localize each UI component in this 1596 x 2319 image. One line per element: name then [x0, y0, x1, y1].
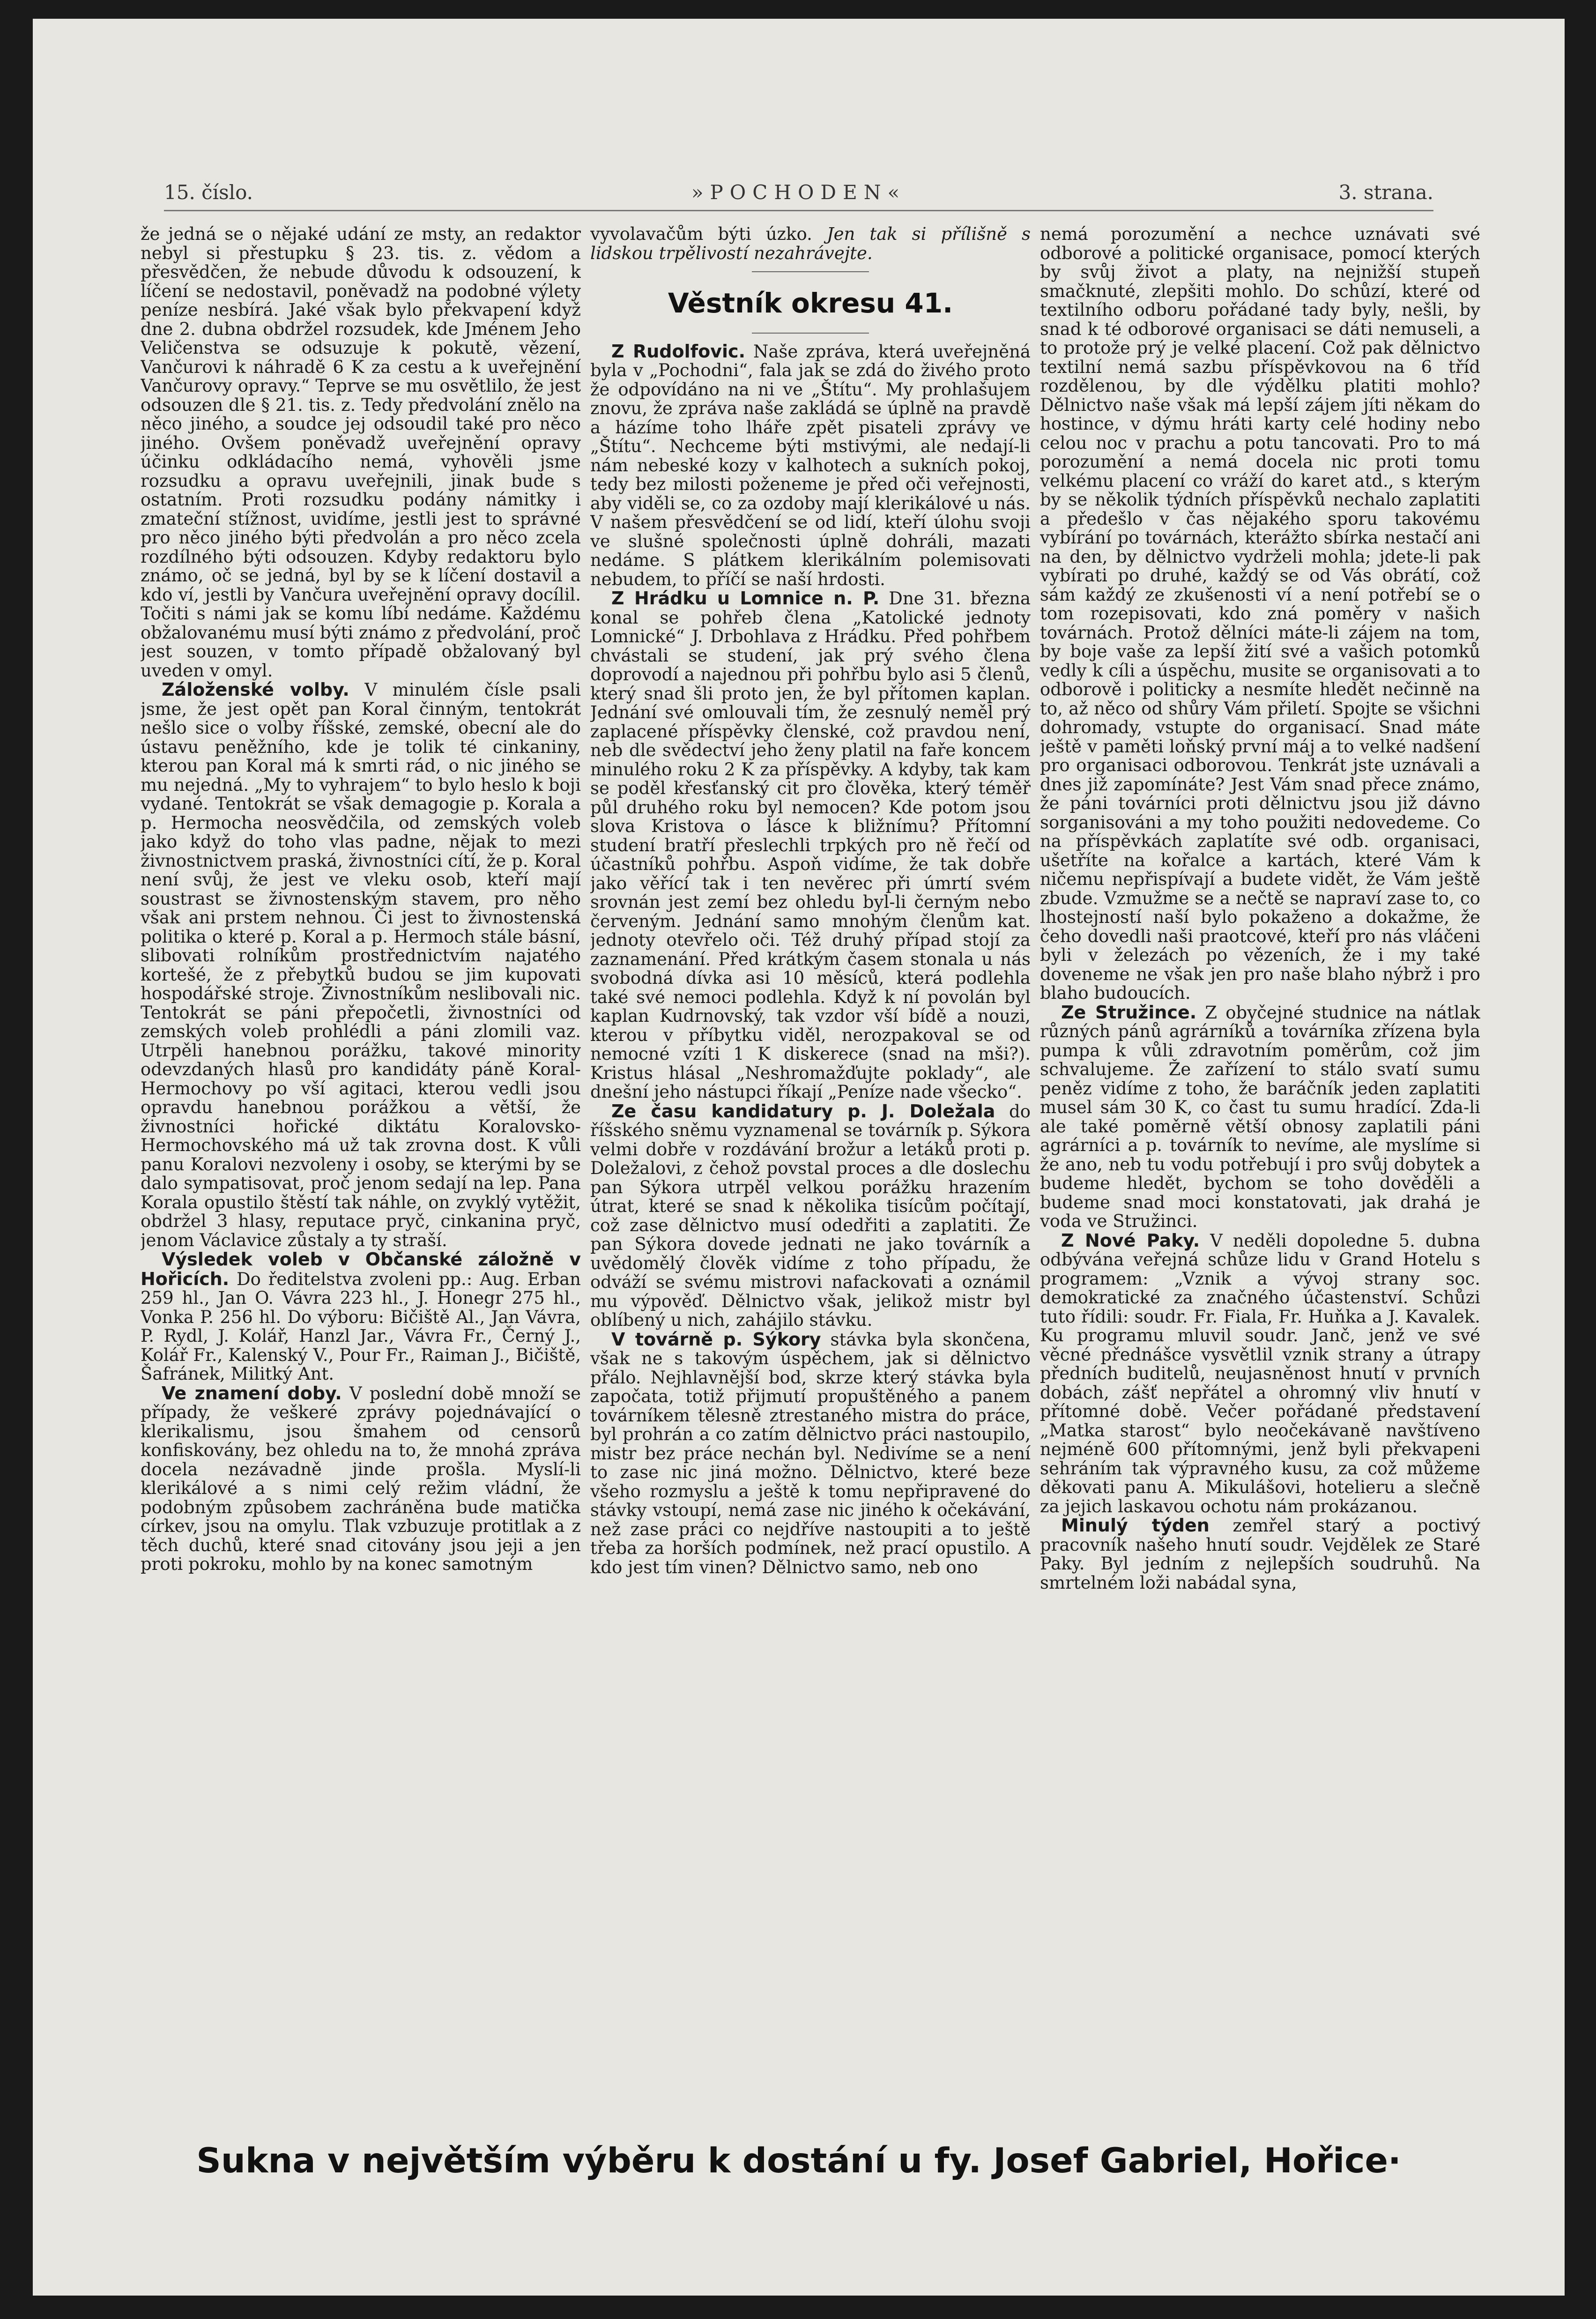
article-continuation: že jedná se o nějaké udání ze msty, an redaktor nebyl si přestupku § 23. tis. z. vědom a přesvědčen, že nebude důvodu k odsouzení, k líčení se nedostavil, poněvadž na podobné výlety peníze nesbírá. Jaké však bylo překvapení když dne 2. dubna obdržel rozsudek, kde Jménem Jeho Veličenstva se odsuzuje k pokutě, vězení, Vančurovi k náhradě 6 K za cestu a k uveřejnění Vančurovy opravy.“ Teprve se mu osvětlilo, že jest odsouzen dle § 21. tis. z. Tedy předvolání znělo na něco jiného, a soudce jej odsoudil také pro něco jiného. Ovšem poněvadž uveřejnění opravy účinku odkládacího nemá, vyhověli jsme rozsudku a opravu uveřejnili, jinak bude s ostatním. Proti rozsudku podány námitky i zmateční stížnost, uvidíme, jestli jest to správné pro něco jiného býti předvolán a pro něco zcela rozdílného býti odsouzen. Kdyby redaktoru bylo známo, oč se jedná, byl by se k líčení dostavil a kdo ví, jestli by Vančura uveřejnění opravy docílil. Točiti s námi jak se komu líbí nedáme. Každému obžalovanému musí býti známo z předvolání, proč jest souzen, v tomto případě obžalovaný byl uveden v omyl. — [141, 225, 581, 681]
article-title: Z Nové Paky. — [1061, 1230, 1200, 1251]
article-title: Z Rudolfovic. — [611, 341, 746, 362]
article-zalozenske-volby — [141, 680, 581, 1250]
article-ve-znameni-doby — [141, 1384, 581, 1574]
article-title: Ze Stružince. — [1061, 1002, 1197, 1023]
article-title: Ve znamení doby. — [162, 1382, 342, 1404]
article-text: Dne 31. března konal se pohřeb člena „Katolické jednoty Lomnické“ J. Drbohlava z Hrádku. Před pohřbem chvástali se studení, jak prý svého člena doprovodí a najednou při pohřbu bylo asi 5 členů, který snad šli proto jen, že byl přítomen kaplan. Jednání své omlouvali tím, že zesnulý neměl prý zaplacené příspěvky členské, což pravdou není, neb dle svědectví jeho ženy platil na faře koncem minulého roku 2 K za příspěvky. A kdyby, tak kam se poděl křesťanský cit pro člověka, který téměř půl druhého roku byl nemocen? Kde potom jsou slova Kristova o lásce k bližnímu? Přítomní studení bratří přeslechli trpkých pro ně řečí od účastníků pohřbu. Aspoň vidíme, že tak dobře jako věřící tak i ten nevěrec při úmrtí svém srovnán jest zemí bez ohledu byl-li černým nebo červeným. Jednání samo mnohým členům kat. jednoty otevřelo oči. Též druhý případ stojí za zaznamenání. Před krátkým časem stonala u nás svobodná dívka asi 10 měsíců, která podlehla také své nemoci podlehla. Když k ní povolán byl kaplan Kudrnovský, tak vzdor vší bídě a nouzi, kterou v příbytku viděl, nerozpakoval se od nemocné vzíti 1 K diskerece (snad na mši?). Kristus hlásal „Neshromažďujte poklady“, ale dnešní jeho nástupci říkají „Peníze nade všecko“. — [590, 588, 1031, 1102]
newspaper-page — [33, 19, 1565, 2296]
column-1 — [141, 225, 581, 2118]
article-title: Ze času kandidatury p. J. Doležala — [611, 1100, 995, 1122]
article-text: Do ředitelstva zvoleni pp.: Aug. Erban 259 hl., Jan O. Vávra 223 hl., J. Honegr 275 hl., Vonka P. 256 hl. Do výboru: Bičiště Al., Jan Vávra, P. Rydl, J. Kolář, Hanzl Jar., Vávra Fr., Černý J., Kolář Fr., Kalenský V., Pour Fr., Raiman J., Bičiště, Šafránek, Militký Ant. — [141, 1269, 581, 1384]
article-v-tovarne — [590, 1330, 1031, 1577]
column-2 — [590, 225, 1031, 2118]
article-text: stávka byla skončena, však ne s takovým úspěchem, jak si dělnictvo přálo. Nejhlavnější bod, skrze který stávka byla započata, totiž přijmutí propuštěného a panem továrníkem tělesně ztrestaného mistra do práce, byl prohrán a co zatím dělnictvo práci nastoupilo, mistr bez práce nechán byl. Nedivíme se a není to zase nic jiná možno. Dělnictvo, které beze všeho rozmyslu a ještě k tomu nepřipravené do stávky vstoupí, nemá zase nic jiného k očekávání, než zase práci co nejdříve nastoupiti a to ještě třeba za horších podmínek, než prací opustilo. A kdo jest tím vinen? Dělnictvo samo, neb ono — [590, 1329, 1031, 1577]
article-text: vyvolavačům býti úzko. — [590, 225, 827, 244]
article-vysledek-voleb — [141, 1250, 581, 1384]
column-3 — [1040, 225, 1480, 2118]
article-continuation: nemá porozumění a nechce uznávati své odborové a politické organisace, pomocí kterých by svůj život a platy, na nejnižší stupeň smačknuté, zlepšiti mohlo. Do schůzí, které od textilního odboru pořádané tady byly, nešli, by snad k té odborové organisaci se dáti nemuseli, a to protože prý je velké placení. Což pak dělnictvo textilní nemá sazbu příspěvkovou na 6 tříd rozdělenou, by dle výdělku platiti mohlo? Dělnictvo naše však má lepší zájem jíti někam do hostince, v dýmu hráti karty celé hodiny nebo celou noc v prachu a potu tancovati. Pro to má porozumění a nemá docela nic proti tomu velkému placení co vráží do karet atd., s kterým by se několik týdních příspěvků nechalo zaplatiti a předešlo v čas nějakého sporu takovému vybírání po továrnách, kterážto sbírka nestačí ani na den, by dělnictvo vydrželi mohla; jdete-li pak vybírati po druhé, každý se od Vás obrátí, což sám každý ze zkušenosti ví a není potřebí se o tom rozepisovati, kdo zná poměry v našich továrnách. Protož dělníci máte-li zájem na tom, by boje vaše za lepší žití své a vašich potomků vedly k cíli a úspěchu, musite se organisovati a to odborově i politicky a nesmíte hledět nečinně na to, až něco od shůry Vám přiletí. Spojte se všichni dohromady, vstupte do organisací. Snad máte ještě v paměti loňský první máj a to velké nadšení pro organisaci odborovou. Tenkrát jste uznávali a dnes již zapomínáte? Jest Vám snad přece známo, že páni továrníci proti dělnictvu jsou již dávno sorganisováni a my toho použiti nedovedeme. Co na příspěvkách zaplatíte své odb. organisaci, ušetříte na kořalce a kartách, které Vám k ničemu nepřispívají a budete vidět, že Vám ještě zbude. Vzmužme se a nečtě se napraví zase to, co lhostejností naší bylo pokaženo a dokažme, že čeho dovedli naši praotcové, kteří pro nás vláčeni byli v železách po vězeních, že i my také doveneme ne však jen pro naše blaho nýbrž i pro blaho budoucích. — [1040, 225, 1480, 1003]
article-text-italic: Jen tak si přílišně s lidskou trpělivostí nezahrávejte. — [590, 225, 1031, 263]
article-title: Výsledek voleb v Občanské záložně v Hořicích. — [141, 1249, 581, 1289]
newspaper-title: »POCHODEN« — [691, 181, 906, 204]
divider — [752, 271, 869, 272]
article-text: V neděli dopoledne 5. dubna odbývána veřejná schůze lidu v Grand Hotelu s programem: „Vznik a vývoj strany soc. demokratické za značného účastenství. Schůzi tuto řídili: soudr. Fr. Fiala, Fr. Huňka a J. Kavalek. Ku programu mluvil soudr. Janč, jenž ve své věcné přednášce vysvětlil vznik strany a útrapy předních buditelů, neujasněnost hnutí v prvních dobách, zášť nepřátel a ohromný vliv hnutí v přítomné době. Večer pořádané představení „Matka starost“ bylo neočekávaně navštíveno nejméně 600 přítomnými, jenž byli překvapeni sehráním tak výpravného kusu, za což můžeme děkovati panu A. Mikulášovi, hotelieru a slečně za jejich laskavou ochotu nám prokázanou. — [1040, 1230, 1480, 1516]
article-z-hradku — [590, 589, 1031, 1102]
article-text: V poslední době množí se případy, že veškeré zprávy pojednávající o klerikalismu, jsou šmahem od censorů konfiskovány, bez ohledu na to, že mnohá zpráva docela nezávadně jinde prošla. Myslí-li klerikálové a s nimi celý režim vládní, že podobným způsobem zachráněna bude matička církev, jsou na omylu. Tlak vzbuzuje protitlak a z těch duchů, které snad citovány jsou jeji a jen proti pokroku, mohlo by na konec samotným — [141, 1383, 581, 1574]
article-title: Záloženské volby. — [162, 679, 349, 700]
page-header — [164, 177, 1433, 211]
page-number: 3. strana. — [1338, 181, 1433, 204]
article-z-nove-paky — [1040, 1231, 1480, 1516]
article-text: Naše zpráva, která uveřejněná byla v „Pochodni“, fala jak se zdá do živého proto že odpovídáno na ni ve „Štítu“. My prohlašujem znovu, že zpráva naše zakládá se úplně na pravdě a házíme toho lháře zpět pisateli zprávy ve „Štítu“. Nechceme býti mstivými, ale nedají-li nám nebeské kozy v kalhotech a sukních pokoj, tedy bez milosti poženeme je před oči veřejnosti, aby viděli se, co za ozdoby mají klerikálové u nás. V našem přesvědčení se od lidí, kteří úlohu svoji ve slušné společnosti úplně dohráli, mazati nedáme. S plátkem klerikálním polemisovati nebudem, to příčí se naší hrdosti. — [590, 341, 1031, 589]
article-title: V továrně p. Sýkory — [611, 1329, 821, 1350]
article-z-rudolfovic — [590, 342, 1031, 589]
article-text: zemřel starý a poctivý pracovník našeho hnutí soudr. Vejdělek ze Staré Paky. Byl jedním z nejlepších soudruhů. Na smrtelném loži nabádal syna, — [1040, 1516, 1480, 1593]
article-title: Z Hrádku u Lomnice n. P. — [611, 588, 880, 609]
article-text: do říšského sněmu vyznamenal se továrník p. Sýkora velmi dobře v rozdávání brožur a letáků proti p. Doležalovi, z čehož povstal proces a dle doslechu pan Sýkora utrpěl velkou porážku hrazením útrat, které se snad k několika tisícům počítají, což zase dělnictvo musí odedřiti a zaplatiti. Že pan Sýkora dovede jednati ne jako továrník a uvědomělý člověk vidíme z toho případu, že odváží se svému mistrovi nafackovati a oznámil mu výpověď. Dělnictvo však, jelikož mistr byl oblíbený u nich, zahájilo stávku. — [590, 1101, 1031, 1330]
footer-advertisement: Sukna v největším výběru k dostání u fy. Josef Gabriel, Hořice· — [196, 2141, 1401, 2181]
article-continuation — [590, 225, 1031, 263]
article-ze-struzince — [1040, 1003, 1480, 1231]
article-minuly-tyden — [1040, 1516, 1480, 1592]
divider — [752, 333, 869, 334]
section-heading: Věstník okresu 41. — [668, 287, 953, 319]
article-kandidatura — [590, 1102, 1031, 1330]
issue-number: 15. číslo. — [164, 181, 253, 204]
article-text: Z obyčejné studnice na nátlak různých pánů agrárníků a továrníka zřízena byla pumpa k vůli zdravotním poměrům, což jim schvalujeme. Že zařízení to stálo svatí sumu peněz vidíme z toho, že baráčník jeden zaplatiti musel sám 30 K, co čast tu sumu hradící. Zda-li ale také poměrně větší obnosy zaplatili páni agrárníci a p. továrník to nevíme, ale myslíme si že ano, neb tu vodu potřebují i pro svůj dobytek a budeme hledět, bychom se toho dověděli a budeme snad moci konstatovati, jak drahá je voda ve Stružinci. — [1040, 1002, 1480, 1231]
article-text: V minulém čísle psali jsme, že jest opět pan Koral činným, tentokrát nešlo sice o volby říšské, zemské, obecní ale do ústavu peněžního, kde je tolik té cinkaniny, kterou pan Koral má k smrti rád, o nic jiného se mu nejedná. „My to vyhrajem“ to bylo heslo k boji vydané. Tentokrát se však demagogie p. Korala a p. Hermocha neosvědčila, od zemských voleb jako když do toho vlas padne, nějak to mezi živnostnictvem praská, živnostníci cítí, že p. Koral není svůj, že jest ve vleku osob, kteří mají soustrast se živnostenským stavem, pro něho však ani prstem nehnou. Či jest to živnostenská politika o které p. Koral a p. Hermoch stále básní, slibovati rolníkům prostřednictvím najatého kortešé, že z přebytků budou se jim kupovati hospodářské stroje. Živnostníkům neslibovali nic. Tentokrát se páni přepočetli, živnostníci od zemských voleb prohlédli a páni zlomili vaz. Utrpěli hanebnou porážku, takové minority odevzdaných hlasů pro kandidáty páně Koral-Hermochovy po vší agitaci, kterou vedli jsou opravdu hanebnou porážkou a větší, že živnostníci hořické diktátu Koralovsko-Hermochovského má už tak zrovna dost. K vůli panu Koralovi nezvoleny i osoby, se kterými by se dalo sympatisovat, proč jenom sedají na lep. Pana Korala opustilo štěstí tak náhle, on zvyklý vytěžit, obdržel 3 hlasy, reputace pryč, cinkanina pryč, jenom Václavice zůstaly a ty straší. — [141, 680, 581, 1250]
article-title: Minulý týden — [1061, 1515, 1210, 1536]
